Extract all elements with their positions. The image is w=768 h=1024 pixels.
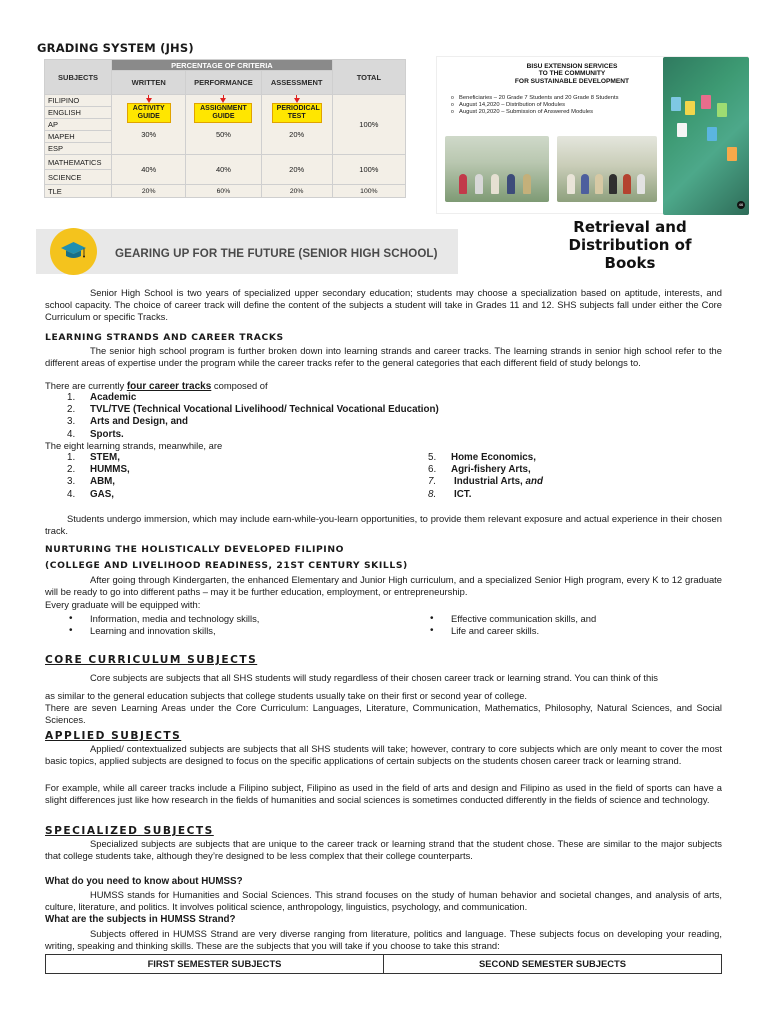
extension-bullet: o August 14,2020 – Distribution of Modules — [451, 102, 665, 109]
criteria-header: PERCENTAGE OF CRITERIA — [112, 60, 333, 71]
strands-list-left — [67, 452, 130, 501]
list-label: GAS, — [90, 488, 114, 500]
performance-value: 40% — [186, 155, 261, 185]
subject-cell: FILIPINO — [45, 95, 112, 107]
subject-cell: ESP — [45, 143, 112, 155]
list-item: • Learning and innovation skills, — [67, 625, 259, 637]
person-figure — [459, 174, 467, 194]
total-value: 100% — [332, 95, 405, 155]
person-figure — [637, 174, 645, 194]
strands-intro: The eight learning strands, meanwhile, are — [45, 440, 223, 451]
book-shape — [685, 101, 695, 115]
list-item — [67, 476, 130, 488]
first-semester-header: FIRST SEMESTER SUBJECTS — [46, 955, 384, 974]
list-number: 8. — [428, 488, 437, 500]
performance-header: PERFORMANCE — [186, 71, 261, 95]
specialized-paragraph: Specialized subjects are subjects that are unique to the career track or learning strand that the student chose. These are similar to the major subjects that college students take, although they’re designed to be less complex that their college counterparts. — [45, 838, 722, 862]
skills-list-right — [428, 613, 596, 638]
specialized-heading: SPECIALIZED SUBJECTS — [45, 825, 214, 837]
immersion-paragraph: Students undergo immersion, which may include earn-while-you-learn opportunities, to provide them relevant exposure and actual experience in their chosen track. — [45, 513, 722, 537]
list-number: 5. — [428, 452, 437, 463]
person-figure — [491, 174, 499, 194]
nurturing-heading: NURTURING THE HOLISTICALLY DEVELOPED FILIPINO — [45, 544, 345, 555]
person-figure — [609, 174, 617, 194]
list-item — [428, 452, 543, 464]
list-label: Academic — [90, 392, 137, 403]
subject-cell: MAPEH — [45, 131, 112, 143]
list-item: • Life and career skills. — [428, 625, 596, 637]
strands-heading: LEARNING STRANDS AND CAREER TRACKS — [45, 332, 284, 343]
book-shape — [707, 127, 717, 141]
book-shape — [677, 123, 687, 137]
grading-table — [44, 59, 406, 198]
list-label: Home Economics, — [451, 452, 536, 463]
list-item — [67, 489, 130, 501]
extension-bullet: o August 20,2020 – Submission of Answered Modules — [451, 109, 665, 116]
person-figure — [523, 174, 531, 194]
humss-answer-1: HUMSS stands for Humanities and Social Sciences. This strand focuses on the study of human behavior and societal changes, and analysis of arts, culture, literature, and politics. It involves political science, anthropology, linguistics, psychology, and communication. — [45, 889, 722, 913]
photo-caption — [555, 218, 705, 272]
equipped-intro: Every graduate will be equipped with: — [45, 599, 201, 610]
list-item — [67, 416, 439, 428]
book-shape — [727, 147, 737, 161]
humss-answer-2: Subjects offered in HUMSS Strand are very diverse ranging from literature, politics and language. These subjects focus on developing your reading, writing, speaking and thinking skills. These are the subjects that you will take if you choose to take this strand: — [45, 928, 722, 952]
written-header: WRITTEN — [112, 71, 186, 95]
performance-cell — [186, 95, 261, 155]
graduation-cap-icon — [60, 241, 87, 261]
person-figure — [623, 174, 631, 194]
performance-tag: ASSIGNMENT GUIDE — [194, 103, 252, 123]
caption-line: Books — [604, 254, 656, 272]
person-figure — [475, 174, 483, 194]
total-value: 100% — [332, 185, 405, 198]
page-badge: 46 — [738, 202, 744, 207]
strands-list-right — [428, 452, 543, 501]
total-value: 100% — [332, 155, 405, 185]
semester-table — [45, 954, 722, 974]
banner-circle — [50, 228, 97, 275]
humss-question-1: What do you need to know about HUMSS? — [45, 876, 243, 887]
subject-cell: SCIENCE — [45, 170, 112, 185]
core-heading: CORE CURRICULUM SUBJECTS — [45, 654, 258, 666]
list-item — [428, 489, 543, 501]
person-figure — [507, 174, 515, 194]
subject-cell: TLE — [45, 185, 112, 198]
applied-paragraph-2: For example, while all career tracks include a Filipino subject, Filipino as used in the field of arts and design and Filipino as used in the field of sports can have a slight differences just like how research in the fields of humanities and social sciences is sometimes conducted differently in the fields of science and technology. — [45, 782, 722, 806]
list-number: 7. — [428, 476, 437, 488]
list-item: • Information, media and technology skills, — [67, 613, 259, 625]
gearing-banner — [36, 229, 458, 274]
performance-value: 50% — [215, 130, 231, 139]
assessment-cell — [261, 95, 332, 155]
list-label: Arts and Design, and — [90, 416, 188, 428]
shs-intro: Senior High School is two years of specialized upper secondary education; students may choose a specialization based on aptitude, interests, and school capacity. The choice of career track will define the content of the subjects a student will take in Grades 11 and 12. SHS subjects fall under either the Core Curriculum or specific Tracks. — [45, 287, 722, 323]
assessment-value: 20% — [261, 185, 332, 198]
applied-heading: APPLIED SUBJECTS — [45, 730, 182, 742]
assessment-tag: PERIODICAL TEST — [272, 103, 322, 123]
person-figure — [595, 174, 603, 194]
core-paragraph-1: Core subjects are subjects that all SHS students will study regardless of their chosen career track or learning strand. You can think of this — [90, 672, 658, 683]
assessment-value: 20% — [289, 130, 305, 139]
subject-cell: MATHEMATICS — [45, 155, 112, 170]
book-shape — [701, 95, 711, 109]
applied-paragraph-1: Applied/ contextualized subjects are subjects that all SHS students will take; however, contrary to core subjects which are only meant to cover the most basic topics, applied subjects are designed to focus on the specific applications of certain subjects on the students chosen career track or learning strand. — [45, 743, 722, 767]
extension-title-line: BISU EXTENSION SERVICES — [526, 63, 618, 70]
list-number: 1. — [67, 452, 76, 463]
core-paragraph-3: There are seven Learning Areas under the Core Curriculum: Languages, Literature, Communication, Mathematics, Philosophy, Natural Sciences, and Social Sciences. — [45, 702, 722, 726]
performance-value: 60% — [186, 185, 261, 198]
tracks-intro-text: composed of — [211, 380, 268, 391]
list-number: 2. — [67, 464, 76, 476]
subject-cell: AP — [45, 119, 112, 131]
total-header: TOTAL — [332, 60, 405, 95]
career-tracks-list — [67, 392, 439, 441]
list-item — [428, 464, 543, 476]
distribution-photo — [445, 136, 549, 202]
extension-list — [451, 95, 665, 116]
nurturing-subheading: (COLLEGE AND LIVELIHOOD READINESS, 21ST CENTURY SKILLS) — [45, 560, 408, 571]
skills-list-left — [67, 613, 259, 638]
list-label: Agri-fishery Arts, — [451, 464, 531, 476]
nurturing-paragraph: After going through Kindergarten, the enhanced Elementary and Junior High curriculum, and a specialized Senior High program, every K to 12 graduate will be ready to go into different paths – may it be further education, employment, or entrepreneurship. — [45, 574, 722, 598]
list-label: Industrial Arts, — [454, 476, 523, 488]
written-cell — [112, 95, 186, 155]
list-number: 4. — [67, 488, 76, 500]
caption-line: Distribution of — [568, 236, 692, 254]
extension-title-line: FOR SUSTAINABLE DEVELOPMENT — [514, 77, 630, 85]
list-item — [67, 392, 439, 404]
extension-bullet: o Beneficiaries – 20 Grade 7 Students and 20 Grade 8 Students — [451, 95, 665, 102]
list-item: • Effective communication skills, and — [428, 613, 596, 625]
list-label: TVL/TVE (Technical Vocational Livelihood/ Technical Vocational Education) — [90, 404, 439, 416]
subject-cell: ENGLISH — [45, 107, 112, 119]
list-label: Sports. — [90, 428, 124, 440]
person-figure — [567, 174, 575, 194]
list-label-extra: and — [525, 476, 543, 488]
assessment-value: 20% — [261, 155, 332, 185]
list-item — [67, 464, 130, 476]
list-number: 6. — [428, 464, 437, 476]
caption-line: Retrieval and — [573, 218, 687, 236]
written-value: 30% — [141, 130, 157, 139]
books-photo — [663, 57, 749, 215]
extension-card — [436, 56, 748, 214]
list-label: ICT. — [454, 488, 472, 500]
extension-title-line: TO THE COMMUNITY — [538, 70, 606, 78]
grading-title: GRADING SYSTEM (JHS) — [37, 41, 194, 55]
gearing-title: GEARING UP FOR THE FUTURE (SENIOR HIGH SCHOOL) — [115, 247, 438, 260]
strands-paragraph: The senior high school program is further broken down into learning strands and career tracks. The learning strands in senior high school refer to the different areas of expertise under the program while the career tracks refer to the general categories that each different field of study belongs to. — [45, 345, 722, 369]
list-item — [67, 452, 130, 464]
list-number: 3. — [67, 416, 76, 428]
list-label: STEM, — [90, 452, 120, 463]
list-item — [67, 429, 439, 441]
person-figure — [581, 174, 589, 194]
list-label: HUMMS, — [90, 464, 130, 476]
list-number: 2. — [67, 404, 76, 416]
subjects-header: SUBJECTS — [45, 60, 112, 95]
assessment-header: ASSESSMENT — [261, 71, 332, 95]
list-number: 3. — [67, 476, 76, 488]
core-paragraph-2: as similar to the general education subjects that college students usually take on their first or second year of college. — [45, 690, 528, 701]
book-shape — [671, 97, 681, 111]
written-value: 20% — [112, 185, 186, 198]
book-shape — [717, 103, 727, 117]
list-label: ABM, — [90, 476, 116, 488]
tracks-emphasis: four career tracks — [126, 381, 212, 392]
list-item — [67, 404, 439, 416]
humss-question-2: What are the subjects in HUMSS Strand? — [45, 914, 236, 925]
written-tag: ACTIVITY GUIDE — [127, 103, 171, 123]
list-number: 4. — [67, 428, 76, 440]
list-item — [428, 476, 543, 488]
written-value: 40% — [112, 155, 186, 185]
distribution-photo — [557, 136, 657, 202]
list-number: 1. — [67, 392, 76, 403]
tracks-intro-text: There are currently — [45, 380, 127, 391]
second-semester-header: SECOND SEMESTER SUBJECTS — [384, 955, 722, 974]
